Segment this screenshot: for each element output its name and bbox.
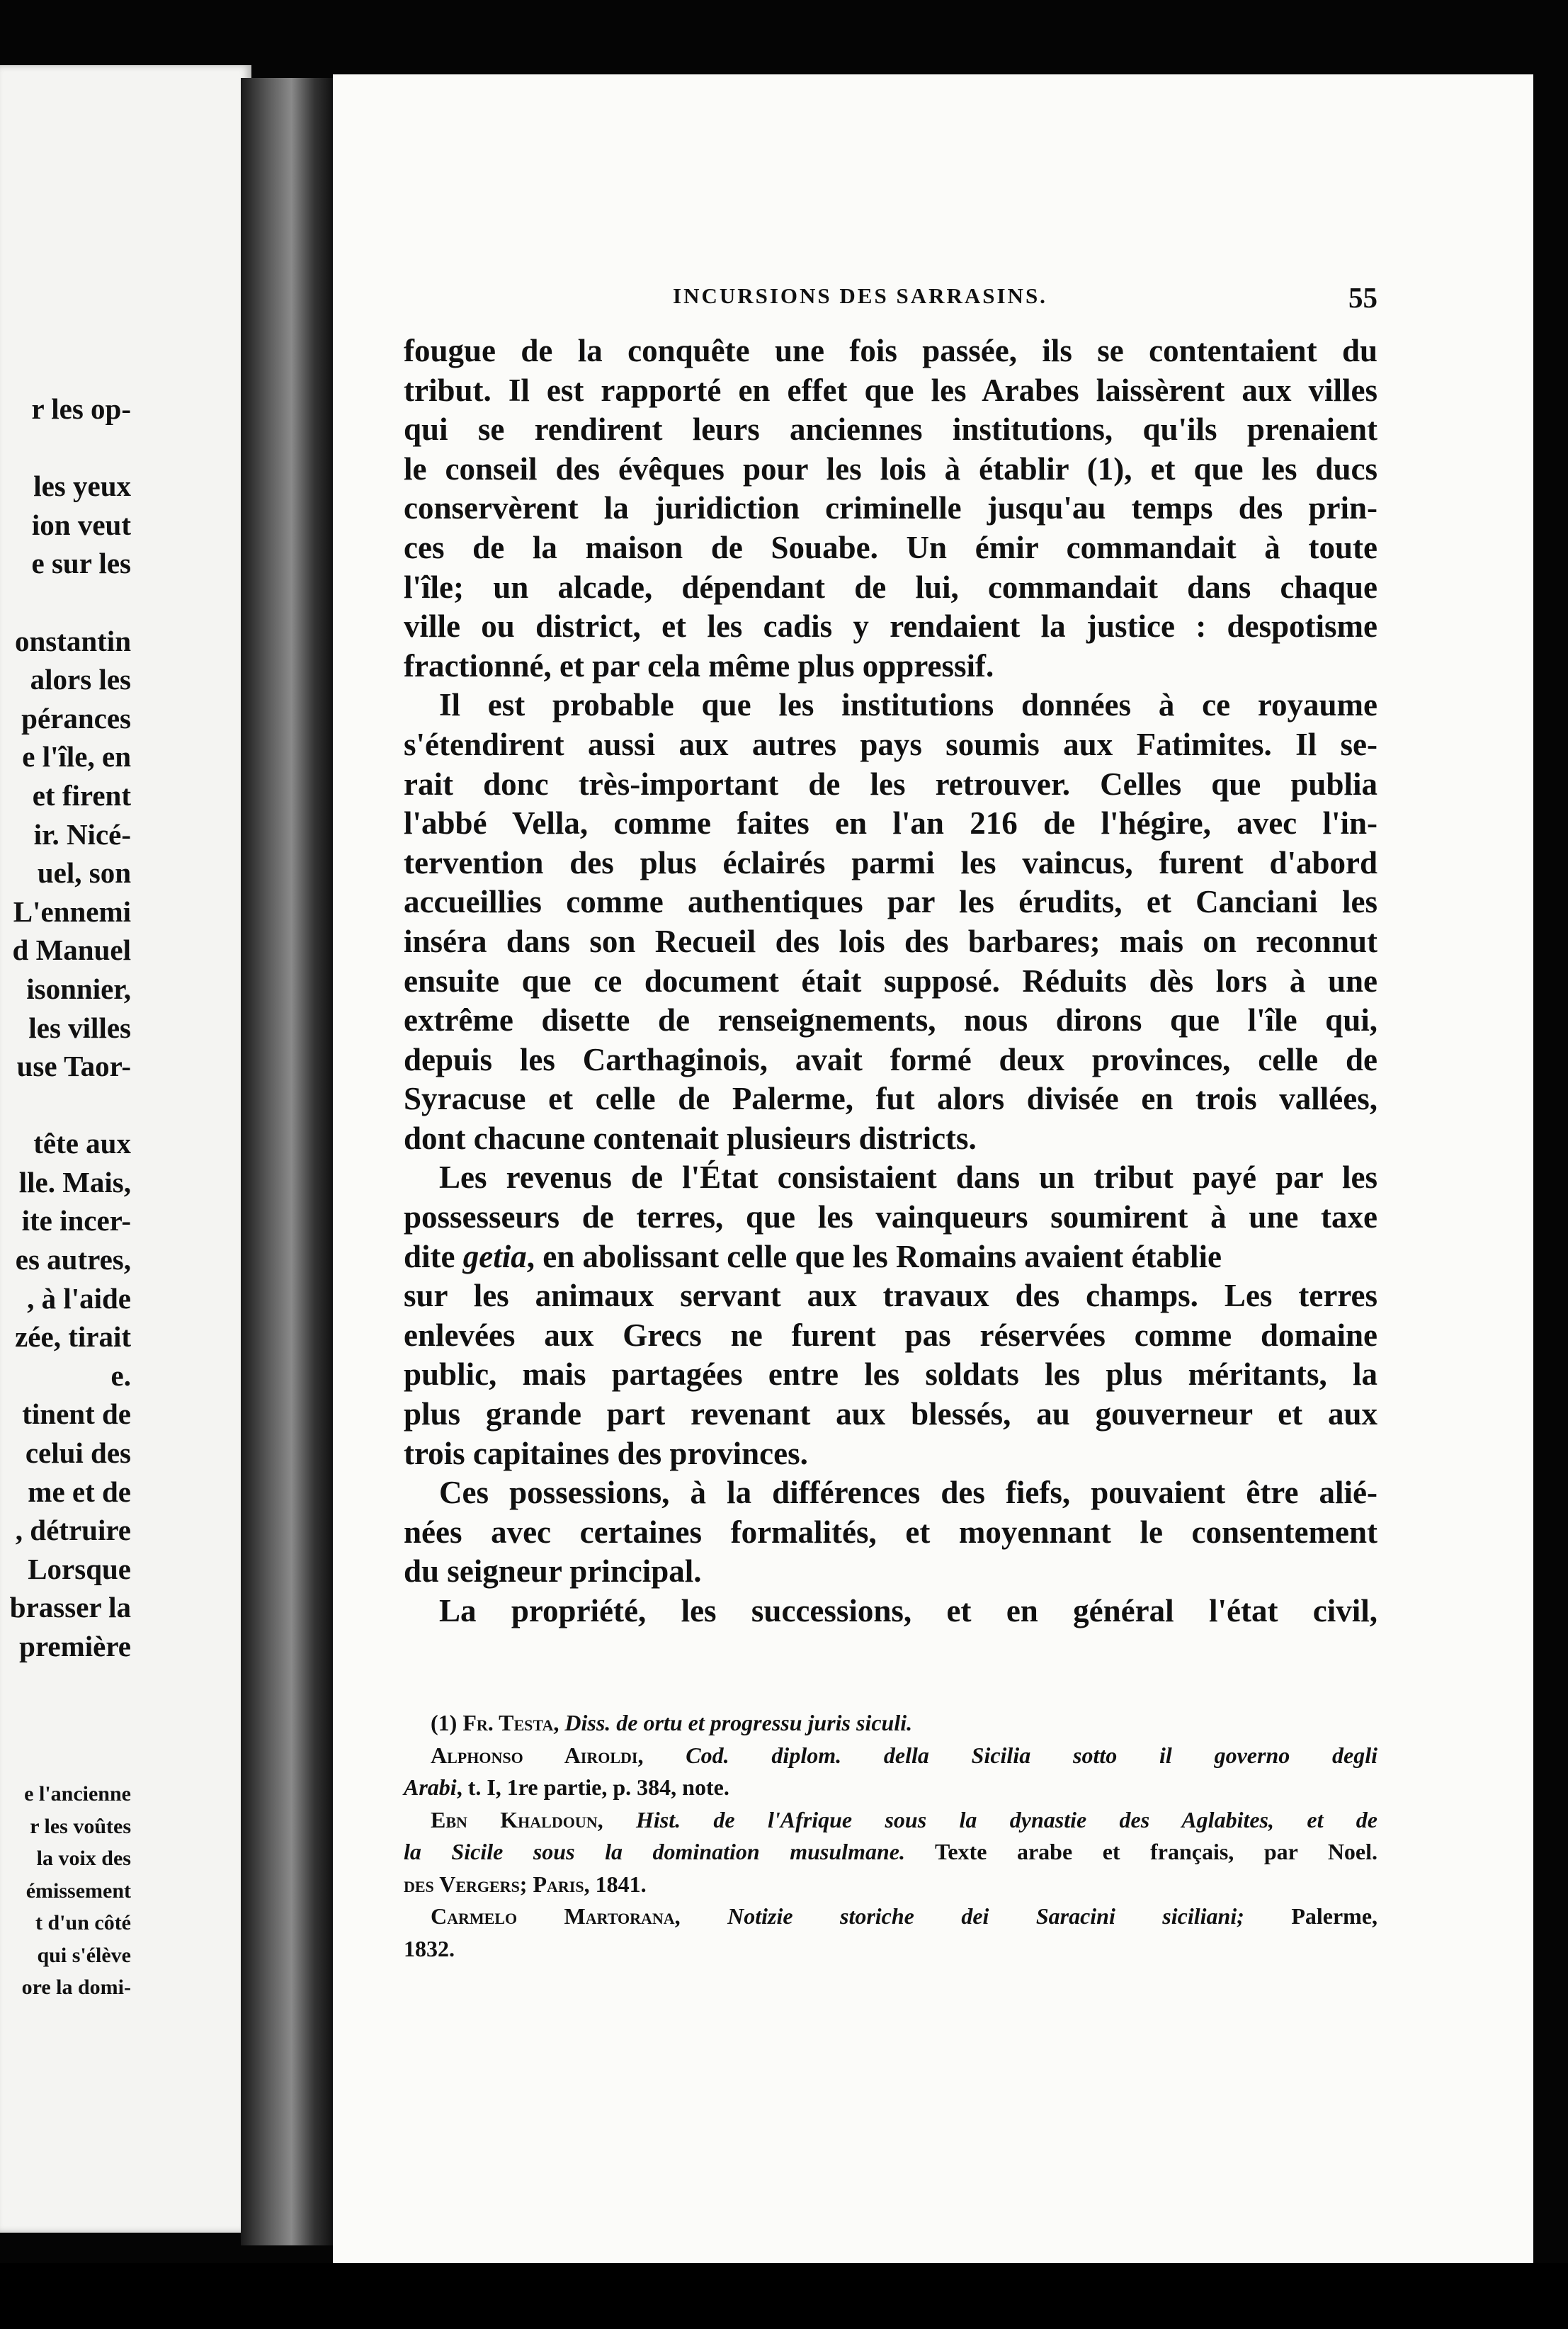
footnote-text: , t. I, 1re partie, p. 384, note.: [456, 1774, 729, 1800]
text-line: extrême disette de renseignements, nous dirons que l'île qui,: [404, 1002, 1377, 1038]
text-line: l'île; un alcade, dépendant de lui, commandait dans chaque: [404, 569, 1377, 605]
text-line: le conseil des évêques pour les lois à établir (1), et que les ducs: [404, 450, 1377, 487]
note-line: ore la domi-: [21, 1976, 131, 1999]
text-line: Syracuse et celle de Palerme, fut alors divisée en trois vallées,: [404, 1081, 1377, 1117]
text-line: celui des: [25, 1436, 131, 1470]
text-line: , à l'aide: [27, 1281, 131, 1315]
page-header: [404, 283, 1377, 319]
footnote-line: [404, 1900, 1377, 1933]
text-line: zée, tirait: [15, 1320, 131, 1354]
note-line: la voix des: [36, 1847, 131, 1870]
footnote-line: des Vergers; Paris, 1841.: [404, 1871, 647, 1897]
text-line: dont chacune contenait plusieurs districts.: [404, 1120, 977, 1156]
page-number: 55: [1348, 281, 1377, 314]
text-line: [404, 1237, 1377, 1277]
text-line: use Taor-: [16, 1050, 131, 1083]
text-line: les villes: [28, 1011, 131, 1044]
footnote-text: Texte arabe et français, par Noel.: [934, 1839, 1378, 1864]
right-page: [333, 74, 1533, 2267]
footnote-title: Hist. de l'Afrique sous la dynastie des Aglabites, et de: [635, 1806, 1378, 1832]
left-page: [0, 65, 251, 2233]
text-line: onstantin: [14, 624, 131, 657]
text-line: tervention des plus éclairés parmi les vaincus, furent d'abord: [404, 844, 1377, 880]
text-line: me et de: [28, 1475, 131, 1508]
footnote-line: [404, 1707, 1377, 1740]
text-line: accueillies comme authentiques par les érudits, et Canciani les: [404, 884, 1377, 920]
text-line: ir. Nicé-: [33, 817, 131, 851]
text-line: isonnier,: [26, 972, 131, 1005]
text-line: Lorsque: [28, 1552, 131, 1585]
footnote-title: Cod. diplom. della Sicilia sotto il governo degli: [686, 1742, 1378, 1768]
text-line: enlevées aux Grecs ne furent pas réservées comme domaine: [404, 1317, 1377, 1353]
text-line: brasser la: [9, 1591, 131, 1624]
text-line: lle. Mais,: [18, 1165, 131, 1198]
text-line: es autres,: [15, 1243, 131, 1276]
text-line: La propriété, les successions, et en général l'état civil,: [439, 1593, 1377, 1628]
text-line: L'ennemi: [13, 895, 131, 928]
text-line: l'abbé Vella, comme faites en l'an 216 de l'hégire, avec l'in-: [404, 805, 1377, 842]
text-line: du seigneur principal.: [404, 1553, 702, 1590]
text-line: conservèrent la juridiction criminelle jusqu'au temps des prin-: [404, 490, 1377, 526]
text-line: les yeux: [33, 470, 131, 503]
footnote-author: Ebn Khaldoun,: [431, 1806, 603, 1832]
footnote-author: Alphonso Airoldi,: [431, 1742, 644, 1768]
text-line: r les op-: [31, 392, 131, 425]
text-line: uel, son: [37, 856, 131, 890]
footnote-author: (1) Fr. Testa,: [431, 1710, 559, 1735]
footnote-text: Palerme,: [1291, 1903, 1378, 1929]
footnote-author: Carmelo Martorana,: [431, 1903, 681, 1929]
left-page-footnotes: [22, 1778, 131, 2004]
text-line: tinent de: [22, 1398, 131, 1431]
footnote-title: Diss. de ortu et progressu juris siculi.: [564, 1710, 913, 1735]
text-line: [10, 1086, 131, 1125]
footnote-title: Arabi: [404, 1774, 457, 1800]
footnotes: [404, 1707, 1377, 1965]
text-line: , détruire: [15, 1514, 131, 1547]
text-line: trois capitaines des provinces.: [404, 1435, 808, 1471]
text-line: e.: [110, 1359, 131, 1392]
text-line: d Manuel: [12, 934, 131, 967]
scan-bottom-border: [0, 2263, 1568, 2329]
footnote-line: 1832.: [404, 1935, 455, 1961]
footnote-line: [404, 1772, 1377, 1804]
note-line: e l'ancienne: [24, 1782, 131, 1806]
text-line: Il est probable que les institutions données à ce royaume: [439, 687, 1377, 723]
text-fragment: dite: [404, 1238, 455, 1274]
text-line: tribut. Il est rapporté en effet que les Arabes laissèrent aux villes: [404, 372, 1377, 408]
text-line: et firent: [32, 778, 131, 812]
body-text: [404, 332, 1377, 1631]
text-line: [10, 583, 131, 622]
book-gutter: [241, 78, 333, 2245]
footnote-line: [404, 1836, 1377, 1869]
text-line: e l'île, en: [22, 740, 131, 774]
text-line: pérances: [21, 701, 131, 735]
text-line: ville ou district, et les cadis y rendaient la justice : despotisme: [404, 608, 1377, 645]
text-line: plus grande part revenant aux blessés, au gouverneur et aux: [404, 1396, 1377, 1432]
footnote-line: [404, 1740, 1377, 1772]
text-line: Ces possessions, à la différences des fiefs, pouvaient être alié-: [439, 1475, 1377, 1511]
left-page-text: [10, 390, 131, 1666]
text-fragment: , en abolissant celle que les Romains avaient établie: [526, 1238, 1222, 1274]
text-line: sur les animaux servant aux travaux des champs. Les terres: [404, 1278, 1377, 1314]
text-line: depuis les Carthaginois, avait formé deux provinces, celle de: [404, 1041, 1377, 1077]
text-line: [10, 429, 131, 468]
text-line: s'étendirent aussi aux autres pays soumis aux Fatimites. Il se-: [404, 726, 1377, 762]
text-line: ensuite que ce document était supposé. Réduits dès lors à une: [404, 963, 1377, 999]
text-line: alors les: [30, 663, 131, 696]
text-line: e sur les: [31, 547, 131, 580]
note-line: qui s'élève: [37, 1943, 131, 1967]
text-line: qui se rendirent leurs anciennes institutions, qu'ils prenaient: [404, 412, 1377, 448]
note-line: émissement: [25, 1878, 131, 1903]
text-line: ite incer-: [21, 1204, 131, 1237]
note-line: t d'un côté: [35, 1911, 131, 1934]
text-line: possesseurs de terres, que les vainqueurs soumirent à une taxe: [404, 1199, 1377, 1235]
text-line: tête aux: [33, 1127, 131, 1160]
text-line: première: [19, 1630, 131, 1662]
text-line: fractionné, et par cela même plus oppressif.: [404, 647, 994, 684]
footnote-title: la Sicile sous la domination musulmane.: [404, 1839, 905, 1864]
text-line: rait donc très-important de les retrouver. Celles que publia: [404, 766, 1377, 802]
italic-term: getia: [462, 1238, 527, 1274]
note-line: r les voûtes: [30, 1814, 131, 1838]
running-title: INCURSIONS DES SARRASINS.: [673, 283, 1047, 308]
text-line: public, mais partagées entre les soldats les plus méritants, la: [404, 1356, 1377, 1393]
text-line: Les revenus de l'État consistaient dans un tribut payé par les: [439, 1160, 1377, 1196]
text-line: nées avec certaines formalités, et moyennant le consentement: [404, 1514, 1377, 1550]
footnote-line: [404, 1804, 1377, 1837]
text-line: ces de la maison de Souabe. Un émir commandait à toute: [404, 529, 1377, 565]
text-line: fougue de la conquête une fois passée, ils se contentaient du: [404, 333, 1377, 368]
footnote-title: Notizie storiche dei Saracini siciliani;: [727, 1903, 1244, 1929]
text-line: inséra dans son Recueil des lois des barbares; mais on reconnut: [404, 923, 1377, 959]
text-line: ion veut: [31, 508, 131, 541]
